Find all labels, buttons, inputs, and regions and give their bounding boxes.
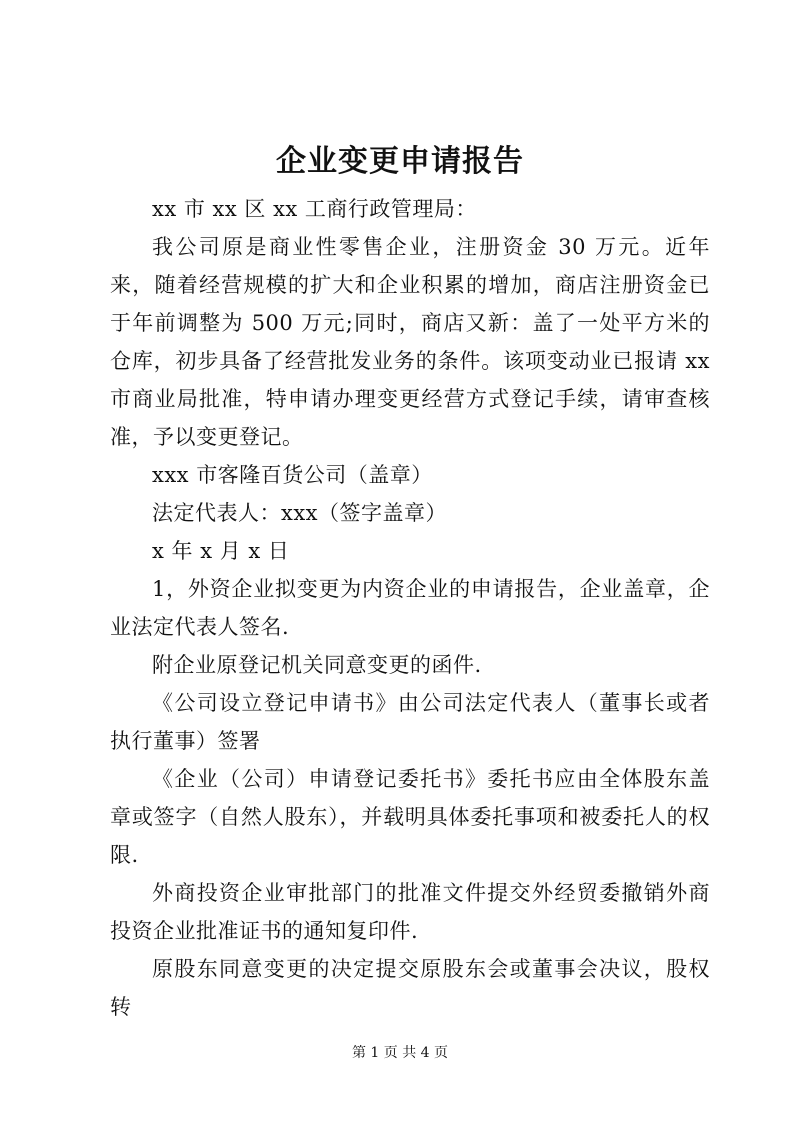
document-body — [110, 190, 710, 1026]
list-item-2: 附企业原登记机关同意变更的函件. — [152, 653, 482, 677]
document-title: 企业变更申请报告 — [276, 144, 524, 179]
main-paragraph: 我公司原是商业性零售企业，注册资金 30 万元。近年来，随着经营规模的扩大和企业积累的增加，商店注册资金已于年前调整为 500 万元;同时，商店又新：盖了一处平方米的仓库，初步具备了经营批发业务的条件。该项变动业已报请 xx 市商业局批准，特申请办理变更经营方式登记手续，请审查核准，予以变更登记。 — [110, 235, 710, 449]
company-seal-line: xxx 市客隆百货公司（盖章） — [152, 463, 433, 487]
addressee-line: xx 市 xx 区 xx 工商行政管理局： — [152, 197, 477, 221]
list-item-1: 1，外资企业拟变更为内资企业的申请报告，企业盖章，企业法定代表人签名. — [110, 577, 710, 639]
list-item-4: 《企业（公司）申请登记委托书》委托书应由全体股东盖章或签字（自然人股东），并载明具体委托事项和被委托人的权限. — [110, 767, 710, 867]
list-item-3: 《公司设立登记申请书》由公司法定代表人（董事长或者执行董事）签署 — [110, 691, 710, 753]
legal-representative-line: 法定代表人：xxx（签字盖章） — [152, 501, 448, 525]
list-item-6: 原股东同意变更的决定提交原股东会或董事会决议，股权转 — [110, 957, 710, 1019]
page-footer: 第 1 页 共 4 页 — [351, 1045, 449, 1061]
list-item-5: 外商投资企业审批部门的批准文件提交外经贸委撤销外商投资企业批准证书的通知复印件. — [110, 881, 710, 943]
date-line: x 年 x 月 x 日 — [152, 539, 290, 563]
